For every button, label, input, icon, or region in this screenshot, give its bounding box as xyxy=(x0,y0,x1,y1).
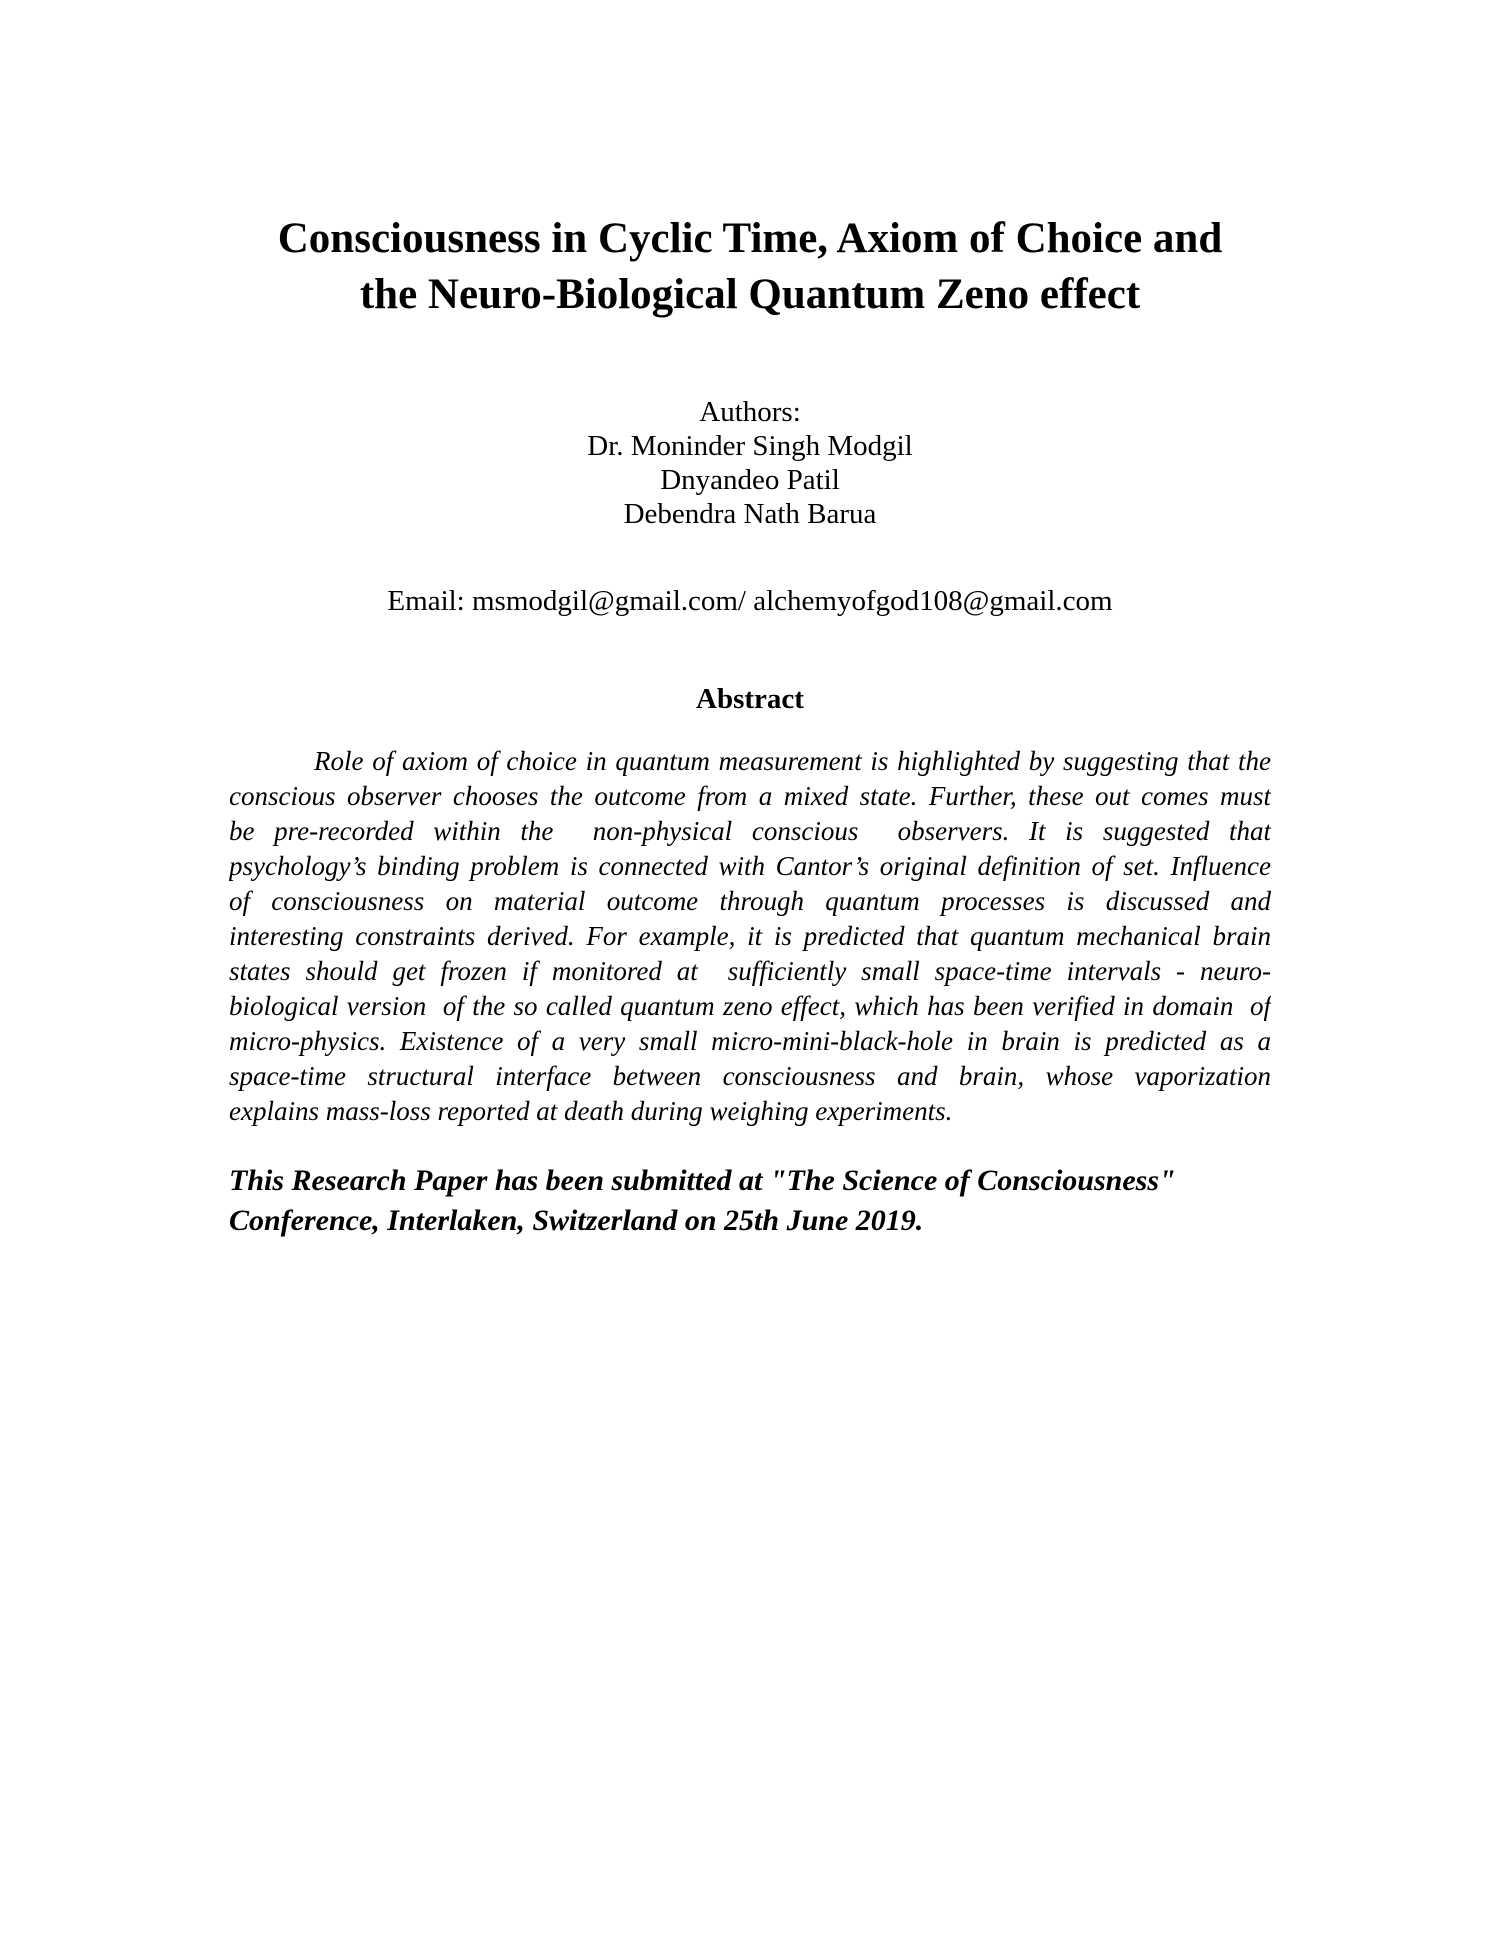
abstract-body xyxy=(229,744,1271,1129)
paper-title-line-2: the Neuro-Biological Quantum Zeno effect xyxy=(359,271,1141,318)
email-line: Email: msmodgil@gmail.com/ alchemyofgod108@gmail.com xyxy=(387,585,1113,617)
abstract-line: of consciousness on material outcome through quantum processes is discussed and xyxy=(229,886,1271,916)
authors-block xyxy=(229,395,1271,531)
abstract-line: Role of axiom of choice in quantum measurement is highlighted by suggesting that the xyxy=(314,746,1271,776)
abstract-line: biological version of the so called quantum zeno effect, which has been verified in domain of xyxy=(229,991,1271,1021)
abstract-line: states should get frozen if monitored at sufficiently small space-time intervals - neuro- xyxy=(229,956,1271,986)
abstract-line: conscious observer chooses the outcome from a mixed state. Further, these out comes must xyxy=(229,781,1271,811)
abstract-line: explains mass-loss reported at death during weighing experiments. xyxy=(229,1096,953,1126)
submission-note-line-2: Conference, Interlaken, Switzerland on 25th June 2019. xyxy=(229,1204,924,1237)
submission-note xyxy=(229,1161,1271,1241)
abstract-heading: Abstract xyxy=(696,683,804,715)
paper-title-line-1: Consciousness in Cyclic Time, Axiom of Choice and xyxy=(277,215,1223,262)
author-name: Debendra Nath Barua xyxy=(623,498,877,530)
paper-title xyxy=(229,211,1271,323)
abstract-line: interesting constraints derived. For example, it is predicted that quantum mechanical brain xyxy=(229,921,1271,951)
abstract-line: psychology’s binding problem is connected with Cantor’s original definition of set. Influence xyxy=(229,851,1271,881)
authors-label: Authors: xyxy=(699,396,801,428)
author-name: Dr. Moninder Singh Modgil xyxy=(587,430,913,462)
page-content xyxy=(229,211,1271,1241)
submission-note-line-1: This Research Paper has been submitted at "The Science of Consciousness" xyxy=(229,1164,1176,1197)
abstract-line: micro-physics. Existence of a very small micro-mini-black-hole in brain is predicted as a xyxy=(229,1026,1271,1056)
abstract-line: be pre-recorded within the non-physical conscious observers. It is suggested that xyxy=(229,816,1271,846)
author-name: Dnyandeo Patil xyxy=(660,464,840,496)
abstract-line: space-time structural interface between consciousness and brain, whose vaporization xyxy=(229,1061,1271,1091)
